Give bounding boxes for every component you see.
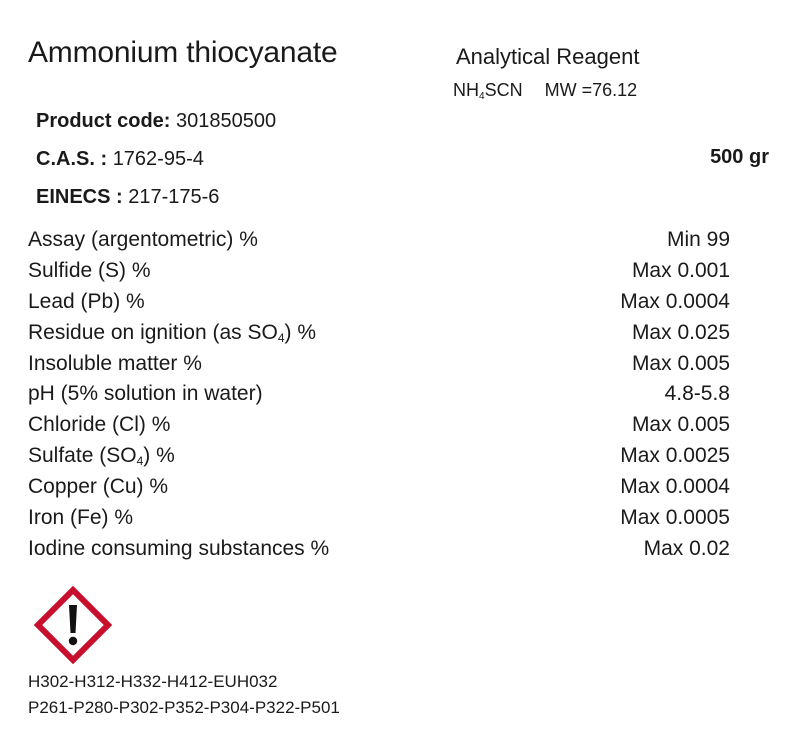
precautionary-statements: P261-P280-P302-P352-P304-P322-P501 — [28, 698, 340, 717]
product-grade: Analytical Reagent — [456, 44, 640, 69]
spec-name: Assay (argentometric) % — [28, 228, 258, 251]
spec-value: Max 0.005 — [631, 351, 730, 375]
spec-name: Chloride (Cl) % — [28, 413, 171, 437]
spec-name: Iron (Fe) % — [28, 506, 134, 530]
spec-value: Max 0.001 — [631, 258, 730, 282]
exclamation-dot-icon — [69, 637, 77, 645]
spec-name — [28, 441, 175, 472]
spec-row — [28, 441, 730, 472]
spec-value: Max 0.0025 — [620, 444, 730, 468]
cas-label: C.A.S. : — [36, 148, 108, 170]
spec-name: Lead (Pb) % — [28, 289, 145, 313]
product-code-value: 301850500 — [176, 110, 277, 132]
spec-name-part: Sulfate (SO — [28, 444, 137, 468]
cas-number — [36, 148, 204, 171]
spec-row — [28, 318, 730, 349]
product-code-label: Product code: — [36, 110, 171, 132]
spec-row — [28, 287, 730, 318]
formula-suffix: SCN — [484, 80, 523, 100]
spec-name-part: ) % — [143, 444, 175, 468]
einecs-number — [36, 186, 219, 209]
spec-name: Copper (Cu) % — [28, 475, 169, 499]
spec-name — [28, 318, 316, 349]
product-code — [36, 110, 276, 133]
ghs-exclamation-pictogram — [34, 586, 112, 664]
spec-value: Max 0.0005 — [620, 506, 730, 530]
spec-row — [28, 534, 730, 565]
spec-row — [28, 472, 730, 503]
formula-prefix: NH — [453, 80, 479, 100]
spec-row — [28, 503, 730, 534]
spec-name: Sulfide (S) % — [28, 258, 151, 282]
spec-value: Max 0.0004 — [620, 289, 730, 313]
spec-name: pH (5% solution in water) — [28, 382, 263, 406]
einecs-value: 217-175-6 — [128, 186, 220, 208]
spec-value: Max 0.02 — [643, 536, 730, 560]
spec-value: Max 0.0004 — [620, 475, 730, 499]
spec-name: Iodine consuming substances % — [28, 536, 330, 560]
specifications-table — [28, 225, 730, 565]
einecs-label: EINECS : — [36, 186, 123, 208]
cas-value: 1762-95-4 — [112, 148, 204, 170]
spec-name-subscript: 4 — [136, 454, 144, 469]
spec-row — [28, 379, 730, 410]
spec-name: Insoluble matter % — [28, 351, 202, 375]
spec-row — [28, 410, 730, 441]
product-name: Ammonium thiocyanate — [28, 36, 338, 69]
spec-value: Min 99 — [666, 228, 730, 251]
spec-value: Max 0.005 — [631, 413, 730, 437]
spec-name-part: Residue on ignition (as SO — [28, 320, 278, 344]
spec-row — [28, 256, 730, 287]
hazard-statements: H302-H312-H332-H412-EUH032 — [28, 672, 278, 691]
spec-value: 4.8-5.8 — [664, 382, 730, 406]
spec-row — [28, 349, 730, 380]
spec-name-part: ) % — [284, 320, 316, 344]
package-size: 500 gr — [710, 146, 769, 168]
spec-name-subscript: 4 — [277, 330, 285, 345]
spec-value: Max 0.025 — [631, 320, 730, 344]
formula-subscript: 4 — [479, 91, 485, 102]
molecular-weight: MW =76.12 — [544, 80, 638, 100]
spec-row — [28, 225, 730, 256]
chemical-formula — [453, 80, 637, 102]
